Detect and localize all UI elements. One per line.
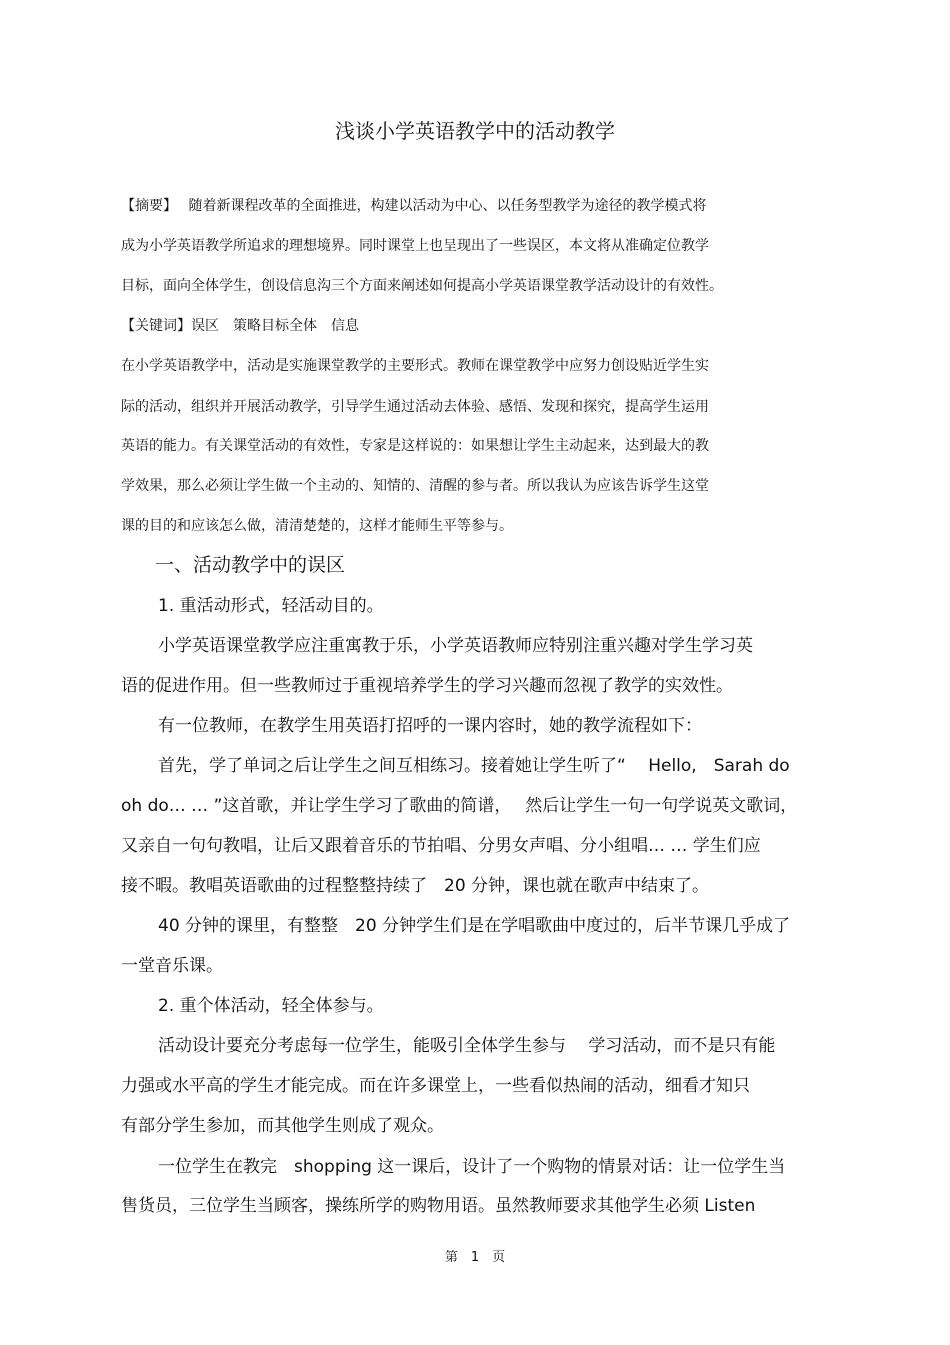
paragraph-line: oh do… … ”这首歌，并让学生学习了歌曲的简谱， 然后让学生一句一句学说英文歌词，: [121, 796, 798, 816]
paragraph-line: 40 分钟的课里，有整整 20 分钟学生们是在学唱歌曲中度过的，后半节课几乎成了: [158, 916, 791, 936]
paragraph-line: 接不暇。教唱英语歌曲的过程整整持续了 20 分钟，课也就在歌声中结束了。: [121, 876, 710, 896]
keywords-line: 【关键词】误区 策略目标全体 信息: [121, 318, 359, 334]
intro-line: 在小学英语教学中，活动是实施课堂教学的主要形式。教师在课堂教学中应努力创设贴近学生实: [121, 358, 709, 374]
intro-line: 课的目的和应该怎么做，清清楚楚的，这样才能师生平等参与。: [121, 518, 513, 534]
section-heading: 一、活动教学中的误区: [155, 554, 346, 576]
paragraph-line: 一堂音乐课。: [121, 956, 223, 976]
intro-line: 英语的能力。有关课堂活动的有效性，专家是这样说的：如果想让学生主动起来，达到最大的教: [121, 438, 709, 454]
paragraph-line: 力强或水平高的学生才能完成。而在许多课堂上，一些看似热闹的活动，细看才知只: [121, 1076, 750, 1096]
paragraph-line: 语的促进作用。但一些教师过于重视培养学生的学习兴趣而忽视了教学的实效性。: [121, 676, 733, 696]
paragraph-line: 有一位教师，在教学生用英语打招呼的一课内容时，她的教学流程如下：: [158, 716, 702, 736]
abstract-line: 目标，面向全体学生，创设信息沟三个方面来阐述如何提高小学英语课堂教学活动设计的有效性。: [121, 278, 723, 294]
subheading: 1. 重活动形式，轻活动目的。: [158, 596, 384, 616]
subheading: 2. 重个体活动，轻全体参与。: [158, 996, 384, 1016]
paragraph-line: 售货员，三位学生当顾客，操练所学的购物用语。虽然教师要求其他学生必须 Listen: [121, 1196, 756, 1216]
intro-line: 学效果，那么必须让学生做一个主动的、知情的、清醒的参与者。所以我认为应该告诉学生这堂: [121, 478, 709, 494]
paragraph-line: 小学英语课堂教学应注重寓教于乐，小学英语教师应特别注重兴趣对学生学习英: [158, 636, 753, 656]
paragraph-line: 活动设计要充分考虑每一位学生，能吸引全体学生参与 学习活动，而不是只有能: [158, 1036, 776, 1056]
document-title: 浅谈小学英语教学中的活动教学: [335, 119, 615, 143]
page-number: 第 1 页: [444, 1250, 506, 1265]
abstract-line: 成为小学英语教学所追求的理想境界。同时课堂上也呈现出了一些误区，本文将从准确定位教学: [121, 238, 709, 254]
paragraph-line: 首先，学了单词之后让学生之间互相练习。接着她让学生听了“ Hello, Sarah do: [158, 756, 790, 776]
intro-line: 际的活动，组织并开展活动教学，引导学生通过活动去体验、感悟、发现和探究，提高学生运用: [121, 399, 709, 415]
abstract-line: 【摘要】 随着新课程改革的全面推进，构建以活动为中心、以任务型教学为途径的教学模式将: [121, 198, 707, 214]
paragraph-line: 又亲自一句句教唱，让后又跟着音乐的节拍唱、分男女声唱、分小组唱… … 学生们应: [121, 836, 761, 856]
paragraph-line: 一位学生在教完 shopping 这一课后，设计了一个购物的情景对话：让一位学生当: [158, 1157, 786, 1177]
paragraph-line: 有部分学生参加，而其他学生则成了观众。: [121, 1116, 444, 1136]
